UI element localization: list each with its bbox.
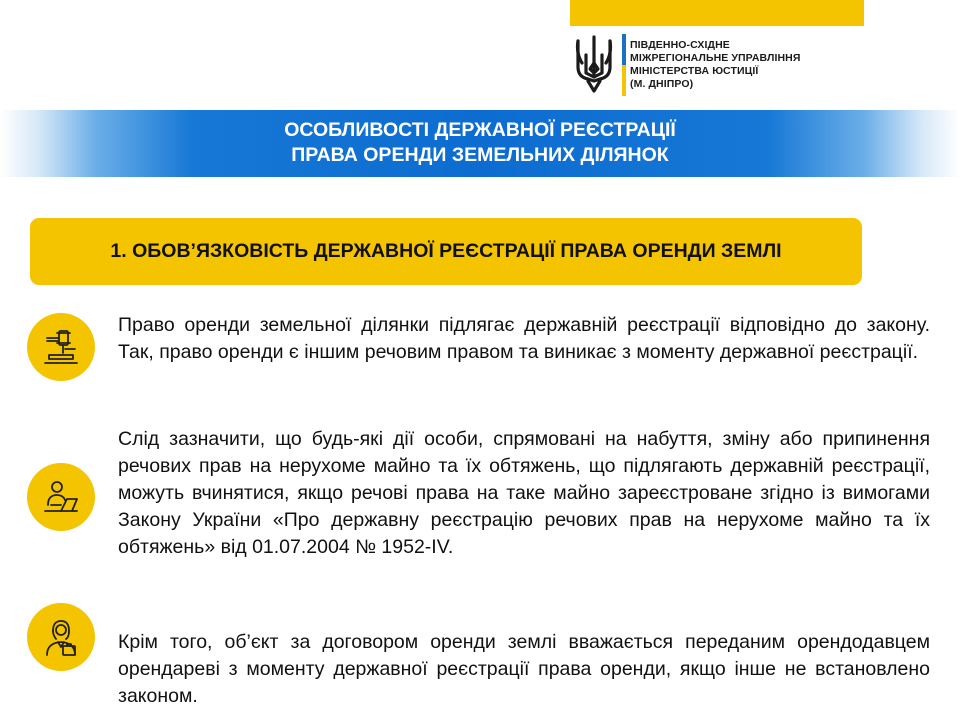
- flag-stripe: [622, 34, 626, 96]
- person-at-laptop-icon: [27, 463, 95, 531]
- organization-name: [630, 39, 800, 91]
- businesswoman-icon: [27, 603, 95, 671]
- section-heading: [30, 218, 862, 285]
- org-line-3: МІНІСТЕРСТВА ЮСТИЦІЇ: [630, 65, 759, 77]
- paragraph-3: Крім того, об’єкт за договором оренди землі вважається переданим орендодавцем орендареві з моменту державної реєстрації права оренди, якщо інше не встановлено законом.: [118, 631, 930, 707]
- ministry-logo: [572, 32, 832, 98]
- slide-title-line-1: ОСОБЛИВОСТІ ДЕРЖАВНОЇ РЕЄСТРАЦІЇ: [284, 119, 676, 141]
- trident-emblem-icon: [572, 33, 616, 97]
- org-line-4: (М. ДНІПРО): [630, 78, 694, 90]
- org-line-1: ПІВДЕННО-СХІДНЕ: [630, 39, 730, 51]
- paragraph-2: Слід зазначити, що будь-які дії особи, спрямовані на набуття, зміну або припинення речових прав на нерухоме майно та їх обтяжень, що підлягають державній реєстрації, можуть вчинятися, якщо речові права на таке майно зареєстроване згідно із вимогами Закону України «Про державну реєстрацію речових прав на нерухоме майно та їх обтяжень» від 01.07.2004 № 1952-IV.: [118, 428, 930, 558]
- org-line-2: МІЖРЕГІОНАЛЬНЕ УПРАВЛІННЯ: [630, 52, 801, 64]
- gavel-icon: [27, 313, 95, 381]
- paragraph-1: Право оренди земельної ділянки підлягає державній реєстрації відповідно до закону. Так, право оренди є іншим речовим правом та виникає з моменту державної реєстрації.: [118, 314, 930, 363]
- slide-title-line-2: ПРАВА ОРЕНДИ ЗЕМЕЛЬНИХ ДІЛЯНОК: [291, 144, 669, 166]
- section-heading-text: 1. ОБОВ’ЯЗКОВІСТЬ ДЕРЖАВНОЇ РЕЄСТРАЦІЇ ПРАВА ОРЕНДИ ЗЕМЛІ: [110, 240, 782, 262]
- top-accent-bar: [570, 0, 864, 26]
- slide-title: [0, 118, 960, 168]
